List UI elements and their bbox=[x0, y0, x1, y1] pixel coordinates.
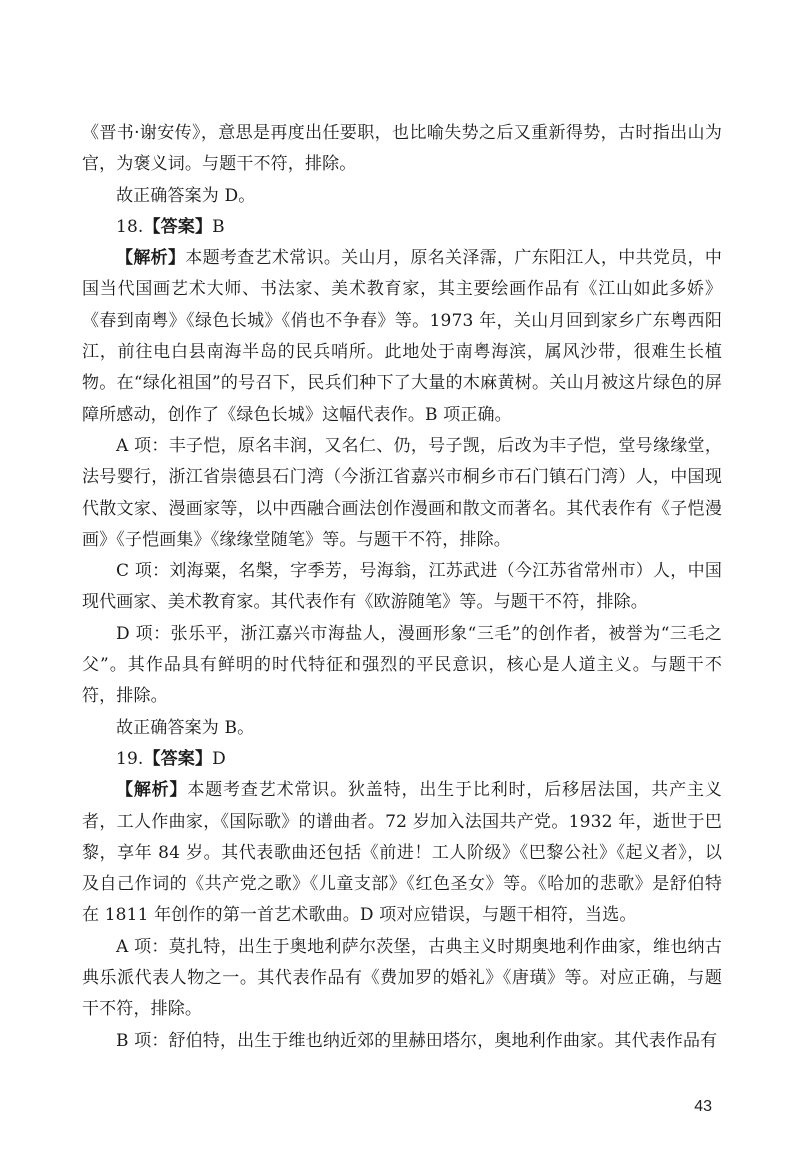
q18-conclusion: 故正确答案为 B。 bbox=[116, 717, 255, 738]
q19-option-a: A 项：莫扎特，出生于奥地利萨尔茨堡，古典主义时期奥地利作曲家，维也纳古典乐派代表人物之一。其代表作品有《费加罗的婚礼》《唐璜》等。对应正确，与题干不符，排除。 bbox=[82, 936, 722, 1020]
q18-answer-tag: 【答案】 bbox=[143, 216, 213, 237]
q19-analysis-text: 本题考查艺术常识。狄盖特，出生于比利时，后移居法国，共产主义者，工人作曲家，《国际歌》的谱曲者。72 岁加入法国共产党。1932 年，逝世于巴黎，享年 84 岁。其代表歌曲还包括《前进！工人阶级》《巴黎公社》《起义者》，以及自己作词的《共产党之歌》《儿童支部》《红色圣女》等。《哈加的悲歌》是舒伯特在 1811 年创作的第一首艺术歌曲。D 项对应错误，与题干相符，当选。 bbox=[82, 780, 722, 926]
q19-option-b: B 项：舒伯特，出生于维也纳近郊的里赫田塔尔，奥地利作曲家。其代表作品有 bbox=[116, 1030, 718, 1051]
paragraph-previous-question-ending: 《晋书·谢安传》，意思是再度出任要职，也比喻失势之后又重新得势，古时指出山为官，为褒义词。与题干不符，排除。 bbox=[82, 123, 722, 175]
q18-answer-value: B bbox=[212, 216, 225, 237]
q18-number: 18. bbox=[116, 216, 144, 237]
q18-analysis-tag: 【解析】 bbox=[116, 248, 186, 269]
document-body bbox=[82, 118, 722, 1057]
page-number: 43 bbox=[694, 1098, 712, 1115]
q18-option-d: D 项：张乐平，浙江嘉兴市海盐人，漫画形象“三毛”的创作者，被誉为“三毛之父”。其作品具有鲜明的时代特征和强烈的平民意识，核心是人道主义。与题干不符，排除。 bbox=[82, 623, 722, 707]
paragraph-q17-conclusion: 故正确答案为 D。 bbox=[116, 185, 256, 206]
q19-analysis bbox=[82, 775, 722, 931]
q19-analysis-tag: 【解析】 bbox=[116, 780, 188, 801]
q19-answer-line bbox=[82, 744, 722, 775]
q19-answer-value: D bbox=[212, 748, 226, 769]
q19-answer-tag: 【答案】 bbox=[143, 748, 213, 769]
q18-analysis-text: 本题考查艺术常识。关山月，原名关泽霈，广东阳江人，中共党员，中国当代国画艺术大师、书法家、美术教育家，其主要绘画作品有《江山如此多娇》《春到南粤》《绿色长城》《俏也不争春》等。1973 年，关山月回到家乡广东粤西阳江，前往电白县南海半岛的民兵哨所。此地处于南粤海滨，属风沙带，很难生长植物。在“绿化祖国”的号召下，民兵们种下了大量的木麻黄树。关山月被这片绿色的屏障所感动，创作了《绿色长城》这幅代表作。B 项正确。 bbox=[82, 248, 722, 425]
q18-analysis bbox=[82, 243, 722, 431]
q18-option-c: C 项：刘海粟，名槃，字季芳，号海翁，江苏武进（今江苏省常州市）人，中国现代画家、美术教育家。其代表作有《欧游随笔》等。与题干不符，排除。 bbox=[82, 561, 722, 613]
q18-option-a: A 项：丰子恺，原名丰润，又名仁、仍，号子觊，后改为丰子恺，堂号缘缘堂，法号婴行，浙江省崇德县石门湾（今浙江省嘉兴市桐乡市石门镇石门湾）人，中国现代散文家、漫画家等，以中西融合画法创作漫画和散文而著名。其代表作有《子恺漫画》《子恺画集》《缘缘堂随笔》等。与题干不符，排除。 bbox=[82, 435, 722, 550]
q19-number: 19. bbox=[116, 748, 144, 769]
q18-answer-line bbox=[82, 212, 722, 243]
